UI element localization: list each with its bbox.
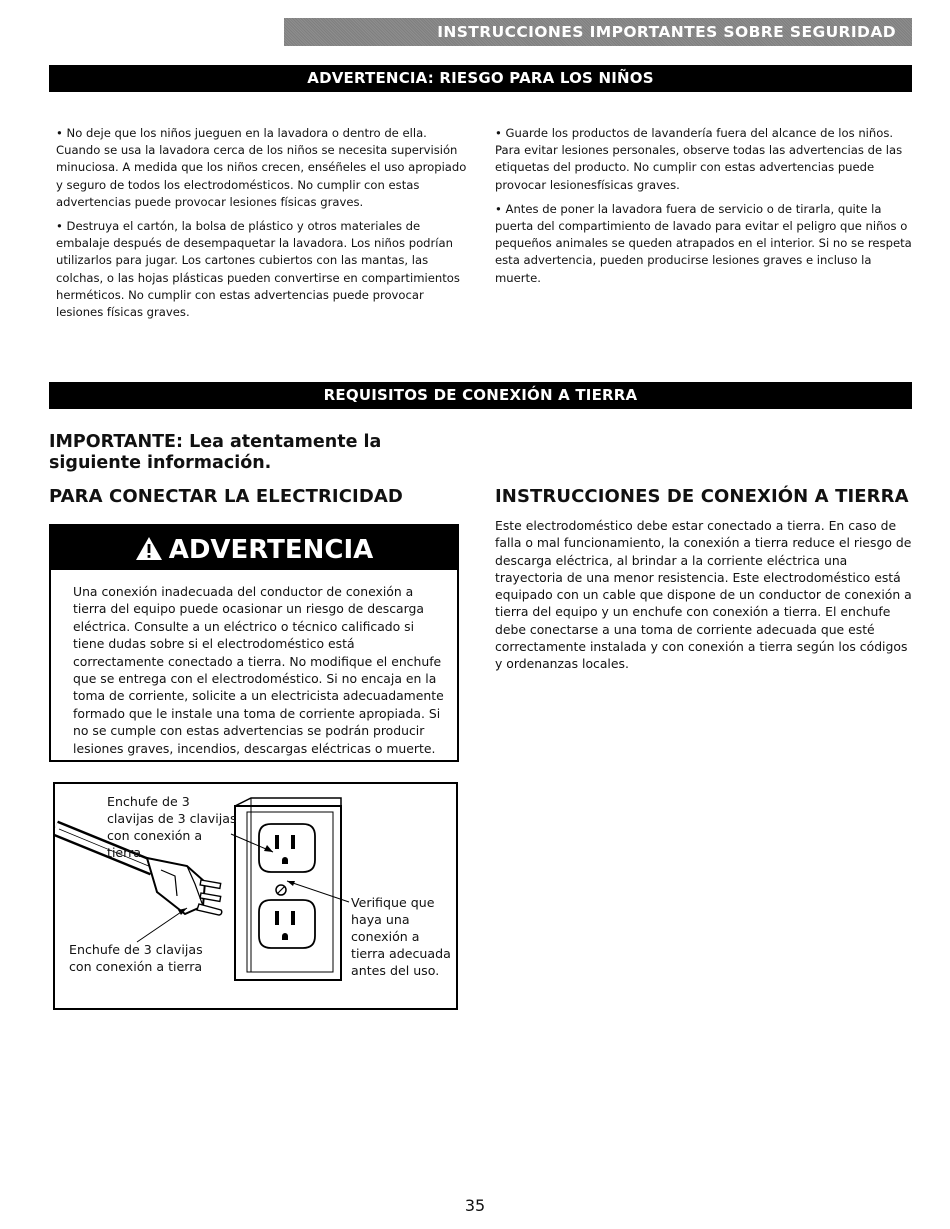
connect-electricity-heading: PARA CONECTAR LA ELECTRICIDAD [49,486,403,507]
children-warning-title: ADVERTENCIA: RIESGO PARA LOS NIÑOS [49,65,912,92]
important-note: IMPORTANTE: Lea atentamente la siguiente información. [49,432,382,473]
bullet-laundry-products: • Guarde los productos de lavandería fuera del alcance de los niños. Para evitar lesiones personales, observe todas las advertencias de las etiquetas del producto. No cumplir con estas advertencias puede provocar lesionesfísicas graves. [495,126,903,192]
page-number: 35 [464,1196,486,1215]
warning-header [51,526,457,570]
grounding-instructions-text: Este electrodoméstico debe estar conectado a tierra. En caso de falla o mal funcionamiento, la conexión a tierra reduce el riesgo de descarga eléctrica, al brindar a la corriente eléctrica una trayectoria de una menor resistencia. Este electrodoméstico está equipado con un cable que dispone de un conductor de conexión a tierra del equipo y un enchufe con conexión a tierra. El enchufe debe conectarse a una toma de corriente adecuada que esté correctamente instalada y con conexión a tierra según los códigos y ordenanzas locales. [495,518,912,672]
bullet-children-play: • No deje que los niños jueguen en la lavadora o dentro de ella. Cuando se usa la lavadora cerca de los niños se necesita supervisión minuciosa. A medida que los niños crecen, enséñeles el uso apropiado y seguro de todos los electrodomésticos. No cumplir con estas advertencias puede provocar lesiones físicas graves. [56,126,467,209]
warning-title: ADVERTENCIA [168,535,374,565]
children-warning-left-column [56,125,468,328]
safety-banner: INSTRUCCIONES IMPORTANTES SOBRE SEGURIDAD [284,18,912,46]
bullet-remove-door: • Antes de poner la lavadora fuera de servicio o de tirarla, quite la puerta del compartimiento de lavado para evitar el peligro que niños o pequeños animales se queden atrapados en el interior. Si no se respeta esta advertencia, pueden producirse lesiones graves e incluso la muerte. [495,201,912,285]
plug-label: Enchufe de 3 clavijas con conexión a tierra [69,942,203,974]
verify-label: Verifique que haya una conexión a tierra adecuada antes del uso. [351,895,451,978]
grounding-instructions-heading: INSTRUCCIONES DE CONEXIÓN A TIERRA [495,486,909,507]
grounding-requirements-title: REQUISITOS DE CONEXIÓN A TIERRA [49,382,912,409]
children-warning-right-column [495,125,913,294]
warning-box [49,524,459,762]
outlet-label: Enchufe de 3 clavijas de 3 clavijas con conexión a tierra [107,794,237,860]
grounding-figure [53,782,458,1010]
warning-text: Una conexión inadecuada del conductor de conexión a tierra del equipo puede ocasionar un riesgo de descarga eléctrica. Consulte a un eléctrico o técnico calificado si tiene dudas sobre si el electrodoméstico está correctamente conectado a tierra. No modifique el enchufe que se entrega con el electrodoméstico. Si no encaja en la toma de corriente, solicite a un electricista adecuadamente formado que le instale una toma de corriente apropiada. Si no se cumple con estas advertencias se podrán producir lesiones graves, incendios, descargas eléctricas o muerte. [73,584,444,756]
warning-triangle-icon [135,536,163,561]
bullet-packaging: • Destruya el cartón, la bolsa de plástico y otros materiales de embalaje después de desempaquetar la lavadora. Los niños podrían utilizarlos para jugar. Los cartones cubiertos con las mantas, las colchas, o las hojas plásticas pueden convertirse en compartimientos herméticos. No cumplir con estas advertencias puede provocar lesiones físicas graves. [56,219,460,320]
